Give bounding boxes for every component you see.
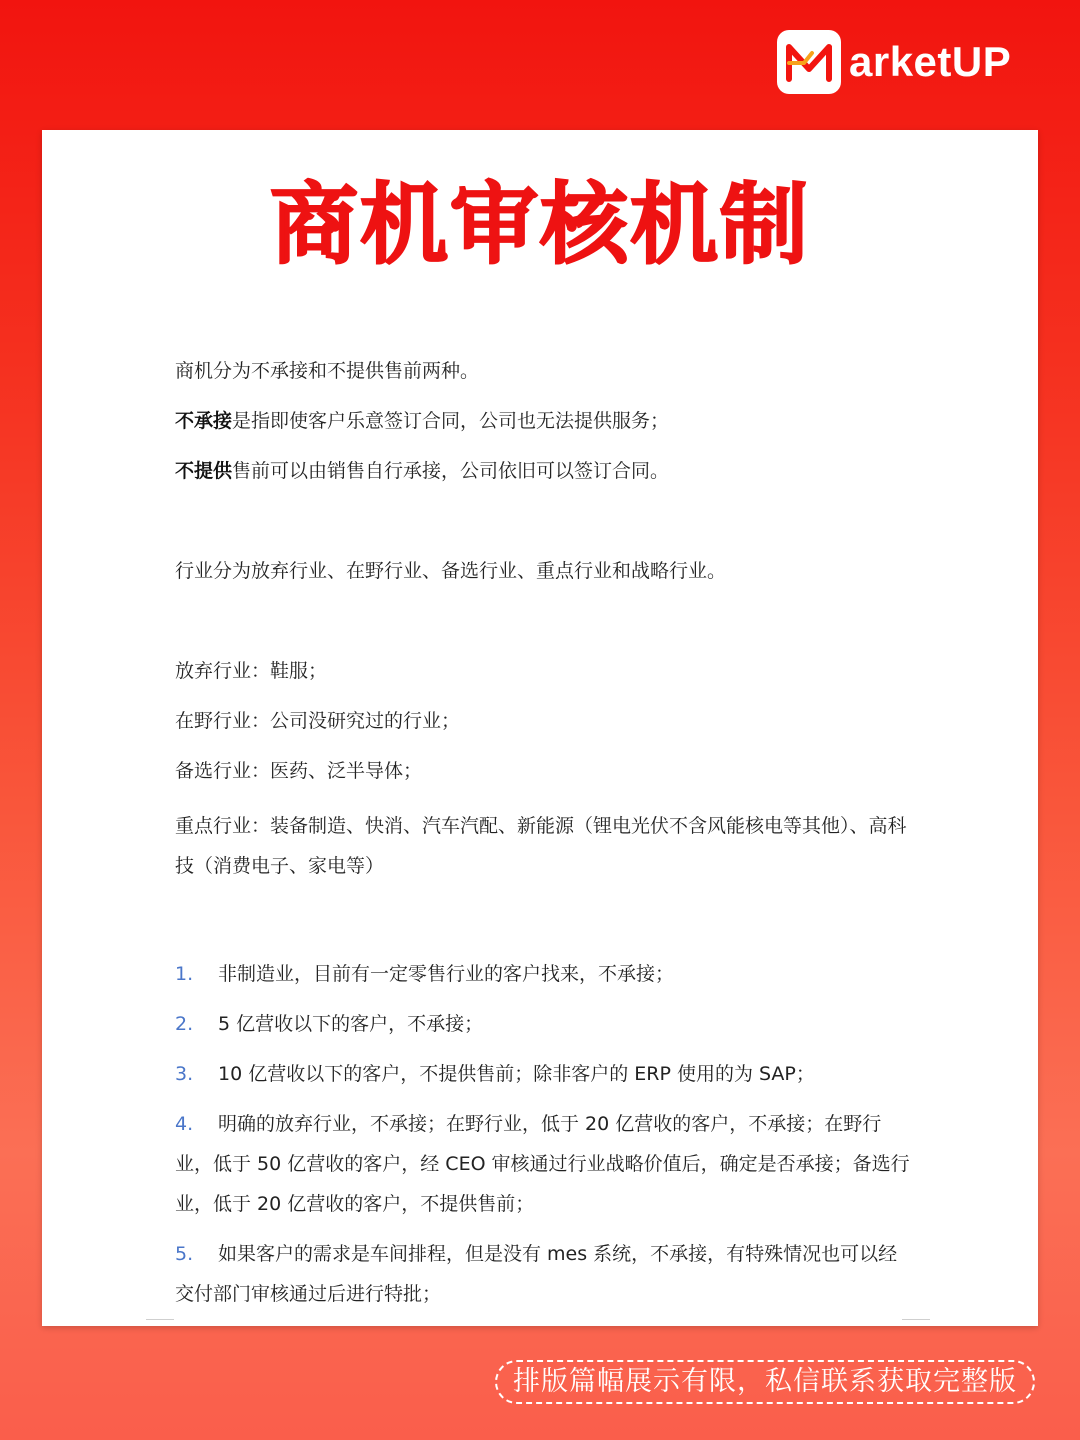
rule-item	[175, 954, 915, 994]
definition-no-presales	[175, 456, 915, 486]
definition-no-accept	[175, 406, 915, 436]
industry-intro: 行业分为放弃行业、在野行业、备选行业、重点行业和战略行业。	[175, 560, 727, 582]
page-corner-mark	[146, 1319, 174, 1320]
rule-number: 5.	[175, 1243, 194, 1265]
intro-paragraph: 商机分为不承接和不提供售前两种。	[175, 360, 480, 382]
spacer	[175, 506, 915, 556]
rule-text: 5 亿营收以下的客户，不承接；	[218, 1013, 484, 1035]
rule-number: 1.	[175, 963, 194, 985]
brand-logo	[777, 30, 1011, 94]
spacer	[175, 906, 915, 954]
industry-line: 在野行业：公司没研究过的行业；	[175, 710, 461, 732]
page-corner-mark	[902, 1319, 930, 1320]
rule-text: 非制造业，目前有一定零售行业的客户找来，不承接；	[218, 963, 675, 985]
rule-text: 10 亿营收以下的客户，不提供售前；除非客户的 ERP 使用的为 SAP；	[218, 1063, 815, 1085]
definition-text: 是指即使客户乐意签订合同，公司也无法提供服务；	[232, 410, 670, 432]
rule-number: 3.	[175, 1063, 194, 1085]
definition-text: 售前可以由销售自行承接，公司依旧可以签订合同。	[232, 460, 670, 482]
industry-line: 备选行业：医药、泛半导体；	[175, 760, 423, 782]
footer-note: 排版篇幅展示有限，私信联系获取完整版	[495, 1360, 1035, 1404]
rule-item	[175, 1104, 915, 1224]
industry-line: 放弃行业：鞋服；	[175, 660, 328, 682]
industry-line: 重点行业：装备制造、快消、汽车汽配、新能源（锂电光伏不含风能核电等其他）、高科技（消费电子、家电等）	[175, 815, 907, 877]
rule-text: 明确的放弃行业，不承接；在野行业，低于 20 亿营收的客户，不承接；在野行业，低于 50 亿营收的客户，经 CEO 审核通过行业战略价值后，确定是否承接；备选行业，低于 20 亿营收的客户，不提供售前；	[175, 1113, 910, 1215]
document-title: 商机审核机制	[269, 173, 810, 276]
brand-name: arketUP	[849, 38, 1012, 85]
rule-text: 如果客户的需求是车间排程，但是没有 mes 系统，不承接，有特殊情况也可以经交付部门审核通过后进行特批；	[175, 1243, 898, 1305]
document-body	[175, 356, 915, 1324]
rule-item	[175, 1054, 915, 1094]
definition-term: 不提供	[175, 460, 233, 482]
rule-item	[175, 1234, 915, 1314]
m-logo-icon	[777, 30, 841, 94]
definition-term: 不承接	[175, 410, 233, 432]
rule-item	[175, 1004, 915, 1044]
rule-number: 2.	[175, 1013, 194, 1035]
document-page	[42, 130, 1038, 1326]
rule-number: 4.	[175, 1113, 194, 1135]
spacer	[175, 606, 915, 656]
